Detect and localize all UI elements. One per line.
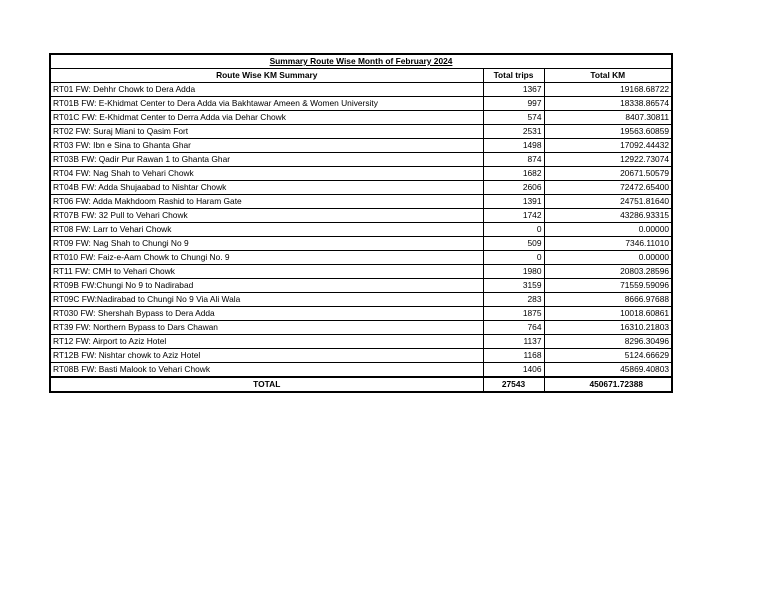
route-name-cell: RT09 FW: Nag Shah to Chungi No 9	[50, 237, 483, 251]
total-km-cell: 19168.68722	[544, 83, 672, 97]
table-row	[50, 209, 672, 223]
route-name-cell: RT06 FW: Adda Makhdoom Rashid to Haram Gate	[50, 195, 483, 209]
total-trips-cell: 1682	[483, 167, 544, 181]
total-trips-cell: 0	[483, 223, 544, 237]
total-trips-cell: 1742	[483, 209, 544, 223]
route-summary-table	[49, 53, 673, 393]
route-name-cell: RT04B FW: Adda Shujaabad to Nishtar Chowk	[50, 181, 483, 195]
total-km-cell: 45869.40803	[544, 363, 672, 378]
table-row	[50, 97, 672, 111]
total-km-cell: 72472.65400	[544, 181, 672, 195]
total-km-cell: 20671.50579	[544, 167, 672, 181]
total-trips-cell: 0	[483, 251, 544, 265]
total-trips-cell: 1498	[483, 139, 544, 153]
total-km-cell: 8296.30496	[544, 335, 672, 349]
total-label: TOTAL	[50, 377, 483, 392]
table-title: Summary Route Wise Month of February 2024	[50, 54, 672, 69]
table-row	[50, 125, 672, 139]
table-row	[50, 321, 672, 335]
total-km-cell: 20803.28596	[544, 265, 672, 279]
table-row	[50, 279, 672, 293]
total-km-cell: 16310.21803	[544, 321, 672, 335]
route-name-cell: RT09B FW:Chungi No 9 to Nadirabad	[50, 279, 483, 293]
total-trips-cell: 997	[483, 97, 544, 111]
total-trips-cell: 2531	[483, 125, 544, 139]
total-trips-cell: 1168	[483, 349, 544, 363]
total-km-cell: 71559.59096	[544, 279, 672, 293]
total-trips-cell: 1391	[483, 195, 544, 209]
total-km-cell: 8666.97688	[544, 293, 672, 307]
header-route: Route Wise KM Summary	[50, 69, 483, 83]
table-row	[50, 349, 672, 363]
total-trips-cell: 764	[483, 321, 544, 335]
table-row	[50, 167, 672, 181]
total-trips-cell: 3159	[483, 279, 544, 293]
total-trips-cell: 874	[483, 153, 544, 167]
table-header-row	[50, 69, 672, 83]
route-name-cell: RT010 FW: Faiz-e-Aam Chowk to Chungi No. 9	[50, 251, 483, 265]
table-row	[50, 153, 672, 167]
total-km-cell: 7346.11010	[544, 237, 672, 251]
table-row	[50, 139, 672, 153]
table-row	[50, 237, 672, 251]
table-row	[50, 293, 672, 307]
table-title-row	[50, 54, 672, 69]
total-trips-cell: 283	[483, 293, 544, 307]
table-row	[50, 363, 672, 378]
route-name-cell: RT12B FW: Nishtar chowk to Aziz Hotel	[50, 349, 483, 363]
total-km-cell: 43286.93315	[544, 209, 672, 223]
route-name-cell: RT08 FW: Larr to Vehari Chowk	[50, 223, 483, 237]
total-km-cell: 5124.66629	[544, 349, 672, 363]
table-row	[50, 83, 672, 97]
table-row	[50, 223, 672, 237]
total-km-cell: 17092.44432	[544, 139, 672, 153]
route-name-cell: RT030 FW: Shershah Bypass to Dera Adda	[50, 307, 483, 321]
total-km-cell: 8407.30811	[544, 111, 672, 125]
total-trips-cell: 1406	[483, 363, 544, 378]
total-row	[50, 377, 672, 392]
total-trips-cell: 509	[483, 237, 544, 251]
route-name-cell: RT39 FW: Northern Bypass to Dars Chawan	[50, 321, 483, 335]
total-km-cell: 0.00000	[544, 223, 672, 237]
route-name-cell: RT02 FW: Suraj Miani to Qasim Fort	[50, 125, 483, 139]
route-name-cell: RT11 FW: CMH to Vehari Chowk	[50, 265, 483, 279]
header-total-km: Total KM	[544, 69, 672, 83]
table-row	[50, 251, 672, 265]
total-km-cell: 18338.86574	[544, 97, 672, 111]
total-trips-cell: 1137	[483, 335, 544, 349]
total-km-cell: 0.00000	[544, 251, 672, 265]
total-trips-cell: 1367	[483, 83, 544, 97]
route-name-cell: RT03 FW: Ibn e Sina to Ghanta Ghar	[50, 139, 483, 153]
table-row	[50, 111, 672, 125]
total-km-cell: 12922.73074	[544, 153, 672, 167]
table-row	[50, 195, 672, 209]
total-trips-value: 27543	[483, 377, 544, 392]
route-name-cell: RT01B FW: E-Khidmat Center to Dera Adda via Bakhtawar Ameen & Women University	[50, 97, 483, 111]
route-name-cell: RT09C FW:Nadirabad to Chungi No 9 Via Ali Wala	[50, 293, 483, 307]
total-km-value: 450671.72388	[544, 377, 672, 392]
total-km-cell: 19563.60859	[544, 125, 672, 139]
table-row	[50, 265, 672, 279]
total-km-cell: 24751.81640	[544, 195, 672, 209]
route-name-cell: RT01C FW: E-Khidmat Center to Derra Adda via Dehar Chowk	[50, 111, 483, 125]
route-name-cell: RT04 FW: Nag Shah to Vehari Chowk	[50, 167, 483, 181]
total-km-cell: 10018.60861	[544, 307, 672, 321]
header-total-trips: Total trips	[483, 69, 544, 83]
total-trips-cell: 1980	[483, 265, 544, 279]
total-trips-cell: 1875	[483, 307, 544, 321]
table-row	[50, 335, 672, 349]
route-name-cell: RT08B FW: Basti Malook to Vehari Chowk	[50, 363, 483, 378]
route-name-cell: RT03B FW: Qadir Pur Rawan 1 to Ghanta Ghar	[50, 153, 483, 167]
route-name-cell: RT01 FW: Dehhr Chowk to Dera Adda	[50, 83, 483, 97]
total-trips-cell: 574	[483, 111, 544, 125]
table-row	[50, 181, 672, 195]
route-name-cell: RT12 FW: Airport to Aziz Hotel	[50, 335, 483, 349]
total-trips-cell: 2606	[483, 181, 544, 195]
route-name-cell: RT07B FW: 32 Pull to Vehari Chowk	[50, 209, 483, 223]
table-row	[50, 307, 672, 321]
